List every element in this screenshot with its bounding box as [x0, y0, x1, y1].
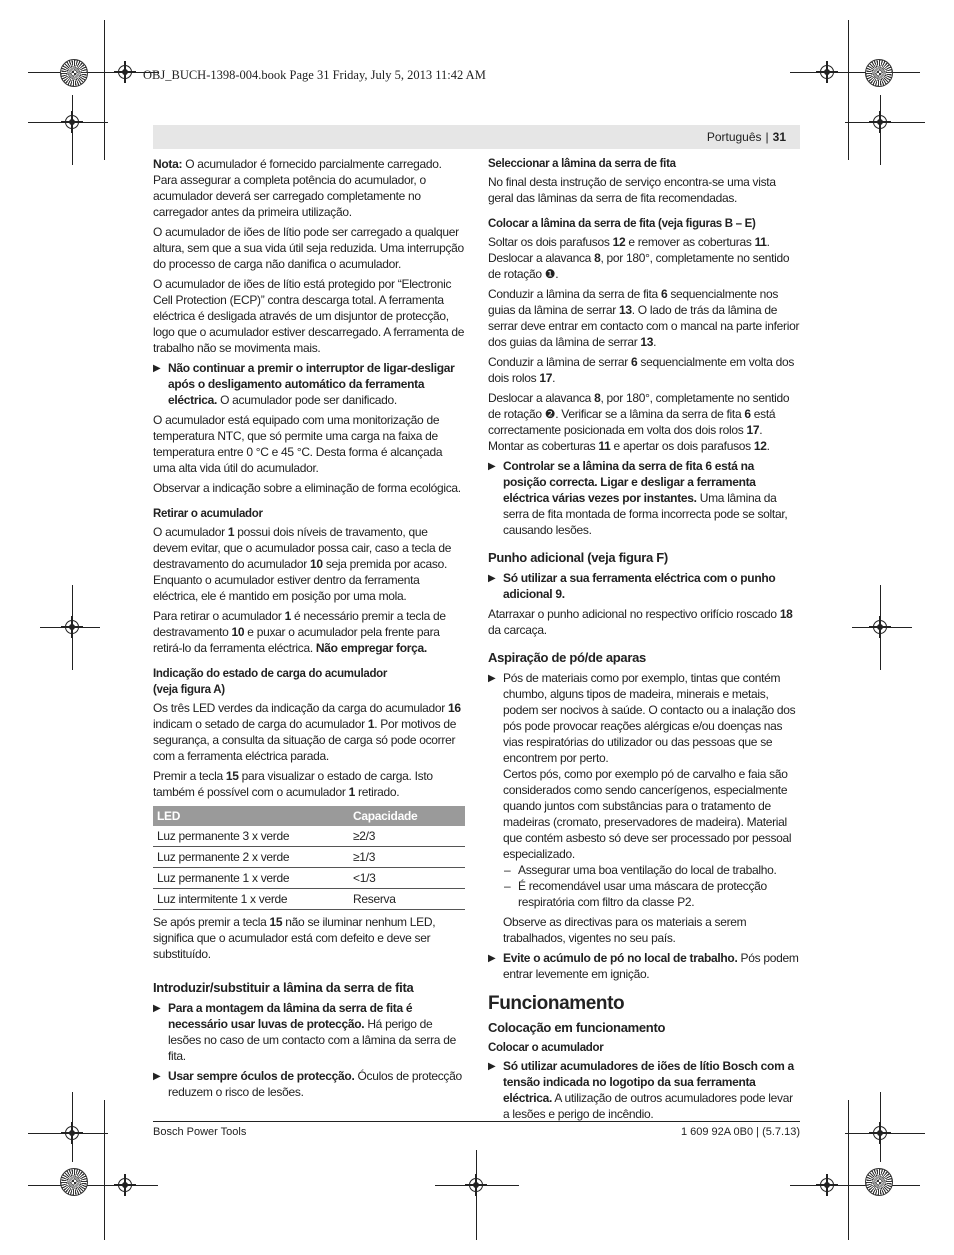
bullet-triangle-icon: ▶	[488, 673, 496, 684]
registration-mark-icon	[465, 1174, 487, 1196]
registration-mark-icon	[61, 616, 83, 638]
crop-mark-line	[848, 20, 849, 160]
section-heading: Retirar o acumulador	[153, 508, 263, 520]
rotation-symbol-1-icon: ❶	[544, 267, 556, 281]
section-heading: Introduzir/substituir a lâmina da serra de fita	[153, 980, 414, 995]
color-registration-mark-icon	[60, 59, 88, 87]
registration-mark-icon	[114, 61, 136, 83]
registration-mark-icon	[114, 1174, 136, 1196]
registration-mark-icon	[816, 1174, 838, 1196]
paragraph: Se após premir a tecla 15 não se iluminar nenhum LED, significa que o acumulador está com defeito e deve ser substituído.	[153, 915, 436, 961]
rotation-symbol-2-icon: ❷	[544, 407, 556, 421]
section-heading: Punho adicional (veja figura F)	[488, 550, 668, 565]
footer-rule	[153, 1121, 800, 1122]
paragraph: Soltar os dois parafusos 12 e remover as coberturas 11. Deslocar a alavanca 8, por 180°, completamente no sentido de rotação ❶.	[488, 235, 790, 281]
color-registration-mark-icon	[60, 1168, 88, 1196]
footer-brand: Bosch Power Tools	[153, 1126, 247, 1138]
section-heading: Aspiração de pó/de aparas	[488, 650, 646, 665]
section-heading: Colocar o acumulador	[488, 1042, 604, 1054]
registration-mark-icon	[816, 61, 838, 83]
header-separator: |	[765, 130, 769, 144]
table-header-row	[153, 806, 465, 826]
bullet-triangle-icon: ▶	[488, 953, 496, 964]
section-heading: Colocar a lâmina da serra de fita (veja figuras B – E)	[488, 218, 756, 230]
list-item: – É recomendável usar uma máscara de protecção respiratória com filtro da classe P2.	[504, 879, 767, 909]
column-header: Capacidade	[349, 806, 465, 826]
footer-doc-number: 1 609 92A 0B0 | (5.7.13)	[680, 1126, 800, 1138]
table-row: Luz permanente 2 x verde ≥1/3	[153, 847, 465, 868]
paragraph: Para retirar o acumulador 1 é necessário premir a tecla de destravamento 10 e puxar o acumulador pela frente para retirá-lo da ferramenta eléctrica. Não empregar força.	[153, 609, 446, 655]
crop-mark-line	[790, 72, 920, 73]
crop-mark-line	[790, 1185, 920, 1186]
crop-mark-line	[848, 1100, 849, 1240]
crop-mark-line	[28, 1185, 158, 1186]
registration-mark-icon	[869, 111, 891, 133]
bullet-triangle-icon: ▶	[488, 1061, 496, 1072]
bullet-triangle-icon: ▶	[153, 1071, 161, 1082]
color-registration-mark-icon	[865, 1168, 893, 1196]
color-registration-mark-icon	[865, 59, 893, 87]
crop-mark-line	[104, 1100, 105, 1240]
bullet-triangle-icon: ▶	[488, 461, 496, 472]
paragraph: O acumulador de iões de lítio pode ser carregado a qualquer altura, sem que a sua vida útil seja reduzida. Uma interrupção do processo de carga não danifica o acumulador.	[153, 225, 464, 271]
table-row: Luz permanente 3 x verde ≥2/3	[153, 826, 465, 847]
warning-bullet: ▶ Para a montagem da lâmina da serra de fita é necessário usar luvas de protecção. Há perigo de lesões no caso de um contacto com a lâmina da serra de fita.	[153, 1001, 456, 1063]
column-header: LED	[153, 806, 349, 826]
section-heading: Colocação em funcionamento	[488, 1020, 666, 1035]
paragraph: Conduzir a lâmina da serra de fita 6 sequencialmente nos guias da lâmina de serrar 13. O lado de trás da lâmina de serrar deve entrar em contacto com o mancal na parte inferior dos guias da lâmina de serrar 13.	[488, 287, 800, 349]
paragraph: Certos pós, como por exemplo pó de carvalho e faia são considerados como sendo cancerígenos, especialmente quando juntos com substâncias para o tratamento de madeiras (cromato, preservadores de madeira). Material que contém asbesto só deve ser processado por pessoal especializado.	[503, 767, 792, 861]
registration-mark-icon	[869, 1122, 891, 1144]
book-file-header: OBJ_BUCH-1398-004.book Page 31 Friday, July 5, 2013 11:42 AM	[143, 68, 486, 82]
registration-mark-icon	[61, 1122, 83, 1144]
table-row: Luz intermitente 1 x verde Reserva	[153, 889, 465, 910]
registration-mark-icon	[869, 616, 891, 638]
language-label: Português	[706, 130, 762, 144]
section-heading: Indicação do estado de carga do acumulador (veja figura A)	[153, 668, 388, 696]
warning-bullet: ▶ Usar sempre óculos de protecção. Óculos de protecção reduzem o risco de lesões.	[153, 1069, 462, 1099]
list-item: – Assegurar uma boa ventilação do local de trabalho.	[504, 863, 777, 877]
right-column	[488, 156, 800, 1126]
paragraph: Premir a tecla 15 para visualizar o estado de carga. Isto também é possível com o acumulador 1 retirado.	[153, 769, 433, 799]
warning-bullet: ▶ Só utilizar acumuladores de iões de lítio Bosch com a tensão indicada no logotipo da sua ferramenta eléctrica. A utilização de outros acumuladores pode levar a lesões e perigo de incêndio.	[488, 1059, 794, 1121]
paragraph: O acumulador está equipado com uma monitorização de temperatura NTC, que só permite uma carga na faixa de temperatura entre 0 °C e 45 °C. Desta forma é alcançada uma alta vida útil do acumulador.	[153, 413, 443, 475]
left-column	[153, 156, 465, 1104]
table-row: Luz permanente 1 x verde <1/3	[153, 868, 465, 889]
crop-mark-line	[28, 72, 158, 73]
bullet-triangle-icon: ▶	[488, 573, 496, 584]
warning-bullet: ▶ Pós de materiais como por exemplo, tintas que contém chumbo, alguns tipos de madeira, minerais e metais, podem ser nocivos à saúde. O contacto ou a inalação dos pós pode provocar reações alérgicas e/ou doenças nas vias respiratórias do utilizador ou das pessoas que se encontrem por perto.	[488, 671, 796, 765]
bullet-triangle-icon: ▶	[153, 363, 161, 374]
paragraph: Atarraxar o punho adicional no respectivo orifício roscado 18 da carcaça.	[488, 607, 793, 637]
paragraph: Conduzir a lâmina de serrar 6 sequencialmente em volta dos dois rolos 17.	[488, 355, 795, 385]
warning-bullet: ▶ Não continuar a premir o interruptor de ligar-desligar após o desligamento automático da ferramenta eléctrica. O acumulador pode ser danificado.	[153, 361, 455, 407]
paragraph: Observe as directivas para os materiais a serem trabalhados, vigentes no seu país.	[503, 915, 747, 945]
paragraph: Observar a indicação sobre a eliminação de forma ecológica.	[153, 481, 461, 495]
crop-mark-line	[104, 20, 105, 160]
page-header-bar	[153, 125, 800, 149]
paragraph: O acumulador de iões de lítio está protegido por “Electronic Cell Protection (ECP)” contra descarga total. A ferramenta eléctrica é desligada através de um disjuntor de protecção, logo que o acumulador estiver descarregado. A ferramenta de trabalho não se movimenta mais.	[153, 277, 465, 355]
warning-bullet: ▶ Só utilizar a sua ferramenta eléctrica com o punho adicional 9.	[488, 571, 776, 601]
paragraph: Os três LED verdes da indicação da carga do acumulador 16 indicam o setado de carga do acumulador 1. Por motivos de segurança, a consulta da situação de carga só pode ocorrer com a ferramenta eléctrica parada.	[153, 701, 461, 763]
section-heading: Seleccionar a lâmina da serra de fita	[488, 158, 676, 170]
registration-mark-icon	[61, 111, 83, 133]
warning-bullet: ▶ Evite o acúmulo de pó no local de trabalho. Pós podem entrar levemente em ignição.	[488, 951, 799, 981]
note-paragraph: Nota: O acumulador é fornecido parcialmente carregado. Para assegurar a completa potência do acumulador, o acumulador deverá ser carregado completamente no carregador antes da primeira utilização.	[153, 157, 442, 219]
paragraph: O acumulador 1 possui dois níveis de travamento, que devem evitar, que o acumulador possa cair, caso a tecla de destravamento do acumulador 10 seja premida por acaso. Enquanto o acumulador estiver dentro da ferramenta eléctrica, ele é mantido em posição por uma mola.	[153, 525, 452, 603]
paragraph: Deslocar a alavanca 8, por 180°, completamente no sentido de rotação ❷. Verificar se a lâmina da serra de fita 6 está correctamente posicionada em volta dos dois rolos 17. Montar as coberturas 11 e apertar os dois parafusos 12.	[488, 391, 790, 453]
page-number: 31	[772, 130, 786, 144]
bullet-triangle-icon: ▶	[153, 1003, 161, 1014]
warning-bullet: ▶ Controlar se a lâmina da serra de fita 6 está na posição correcta. Ligar e desligar a ferramenta eléctrica várias vezes por instantes. Uma lâmina da serra de fita montada de forma incorrecta pode se soltar, causando lesões.	[488, 459, 788, 537]
page-header-text	[707, 130, 786, 144]
charge-state-table	[153, 806, 465, 910]
paragraph: No final desta instrução de serviço encontra-se uma vista geral das lâminas da serra de fita recomendadas.	[488, 175, 776, 205]
chapter-heading: Funcionamento	[488, 993, 625, 1014]
